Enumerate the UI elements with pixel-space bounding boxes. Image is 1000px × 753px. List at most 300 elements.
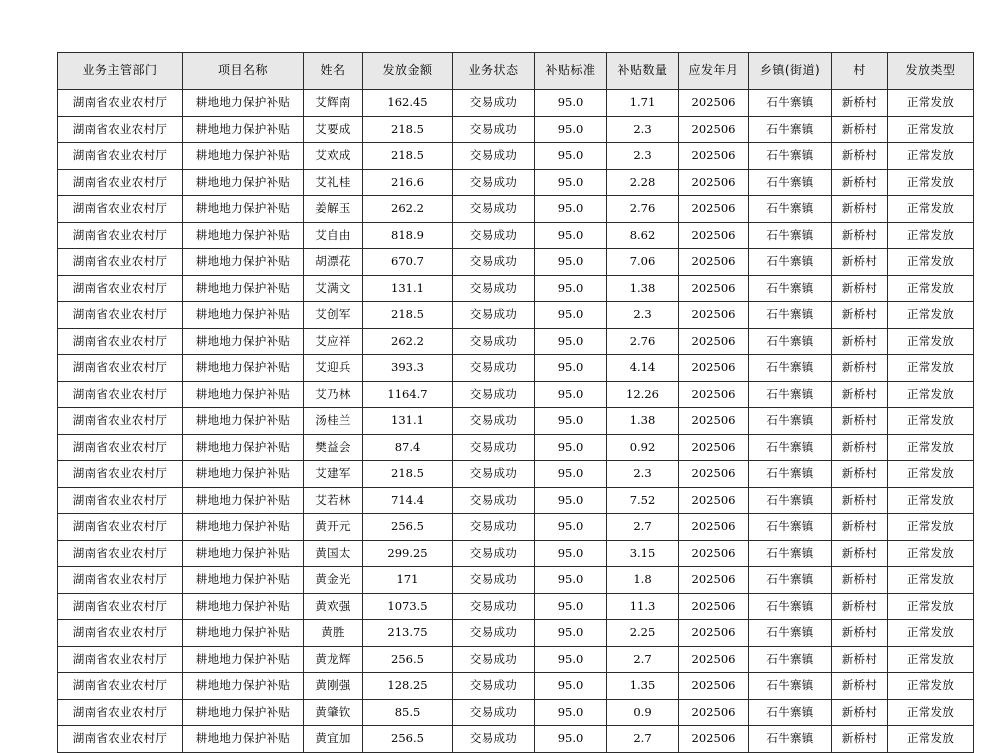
table-cell: 耕地地力保护补贴 (183, 355, 304, 382)
table-cell: 新桥村 (832, 381, 888, 408)
table-cell: 202506 (679, 567, 749, 594)
table-cell: 耕地地力保护补贴 (183, 434, 304, 461)
table-cell: 新桥村 (832, 222, 888, 249)
table-cell: 213.75 (363, 620, 453, 647)
table-cell: 湖南省农业农村厅 (58, 593, 183, 620)
table-cell: 交易成功 (453, 699, 535, 726)
table-cell: 3.15 (607, 540, 679, 567)
table-cell: 87.4 (363, 434, 453, 461)
table-cell: 正常发放 (888, 620, 974, 647)
table-row (58, 487, 974, 514)
table-cell: 耕地地力保护补贴 (183, 275, 304, 302)
table-cell: 正常发放 (888, 355, 974, 382)
table-row (58, 222, 974, 249)
table-cell: 石牛寨镇 (749, 540, 832, 567)
table-cell: 正常发放 (888, 90, 974, 117)
table-cell: 95.0 (535, 381, 607, 408)
table-cell: 石牛寨镇 (749, 222, 832, 249)
table-cell: 石牛寨镇 (749, 143, 832, 170)
table-cell: 2.76 (607, 196, 679, 223)
table-cell: 162.45 (363, 90, 453, 117)
table-cell: 艾满文 (304, 275, 363, 302)
subsidy-table (57, 52, 974, 753)
table-cell: 2.28 (607, 169, 679, 196)
table-cell: 95.0 (535, 620, 607, 647)
table-cell: 202506 (679, 593, 749, 620)
table-cell: 新桥村 (832, 116, 888, 143)
table-cell: 樊益会 (304, 434, 363, 461)
table-cell: 2.76 (607, 328, 679, 355)
table-cell: 交易成功 (453, 222, 535, 249)
table-row (58, 90, 974, 117)
table-cell: 交易成功 (453, 673, 535, 700)
table-cell: 202506 (679, 169, 749, 196)
column-header-6: 补贴数量 (607, 53, 679, 90)
table-cell: 湖南省农业农村厅 (58, 726, 183, 753)
table-cell: 202506 (679, 514, 749, 541)
table-cell: 耕地地力保护补贴 (183, 169, 304, 196)
table-cell: 新桥村 (832, 90, 888, 117)
table-cell: 交易成功 (453, 434, 535, 461)
table-row (58, 434, 974, 461)
table-cell: 95.0 (535, 540, 607, 567)
table-row (58, 381, 974, 408)
table-cell: 95.0 (535, 726, 607, 753)
table-cell: 11.3 (607, 593, 679, 620)
table-row (58, 567, 974, 594)
table-cell: 湖南省农业农村厅 (58, 249, 183, 276)
table-cell: 218.5 (363, 461, 453, 488)
table-cell: 95.0 (535, 196, 607, 223)
table-cell: 262.2 (363, 328, 453, 355)
table-cell: 黄宜加 (304, 726, 363, 753)
table-cell: 2.7 (607, 726, 679, 753)
table-cell: 艾应祥 (304, 328, 363, 355)
table-cell: 黄刚强 (304, 673, 363, 700)
column-header-8: 乡镇(街道) (749, 53, 832, 90)
table-cell: 湖南省农业农村厅 (58, 222, 183, 249)
table-cell: 新桥村 (832, 302, 888, 329)
table-cell: 正常发放 (888, 381, 974, 408)
table-cell: 新桥村 (832, 620, 888, 647)
table-cell: 202506 (679, 673, 749, 700)
table-cell: 202506 (679, 620, 749, 647)
table-cell: 95.0 (535, 169, 607, 196)
table-cell: 湖南省农业农村厅 (58, 514, 183, 541)
table-cell: 正常发放 (888, 487, 974, 514)
table-cell: 2.3 (607, 116, 679, 143)
table-cell: 交易成功 (453, 249, 535, 276)
table-cell: 湖南省农业农村厅 (58, 540, 183, 567)
table-cell: 湖南省农业农村厅 (58, 434, 183, 461)
table-cell: 耕地地力保护补贴 (183, 620, 304, 647)
table-cell: 石牛寨镇 (749, 593, 832, 620)
table-cell: 新桥村 (832, 726, 888, 753)
table-cell: 1.38 (607, 408, 679, 435)
table-cell: 0.9 (607, 699, 679, 726)
table-cell: 石牛寨镇 (749, 249, 832, 276)
table-cell: 湖南省农业农村厅 (58, 461, 183, 488)
column-header-2: 姓名 (304, 53, 363, 90)
table-cell: 1.38 (607, 275, 679, 302)
table-cell: 耕地地力保护补贴 (183, 514, 304, 541)
table-cell: 7.06 (607, 249, 679, 276)
table-cell: 交易成功 (453, 169, 535, 196)
table-cell: 262.2 (363, 196, 453, 223)
column-header-3: 发放金额 (363, 53, 453, 90)
table-cell: 艾欢成 (304, 143, 363, 170)
table-cell: 202506 (679, 355, 749, 382)
table-cell: 艾要成 (304, 116, 363, 143)
table-cell: 交易成功 (453, 275, 535, 302)
table-cell: 新桥村 (832, 196, 888, 223)
table-cell: 95.0 (535, 222, 607, 249)
table-cell: 湖南省农业农村厅 (58, 90, 183, 117)
table-row (58, 646, 974, 673)
table-cell: 黄国太 (304, 540, 363, 567)
table-cell: 耕地地力保护补贴 (183, 90, 304, 117)
table-cell: 202506 (679, 408, 749, 435)
table-cell: 湖南省农业农村厅 (58, 275, 183, 302)
table-cell: 石牛寨镇 (749, 567, 832, 594)
table-row (58, 328, 974, 355)
table-cell: 95.0 (535, 90, 607, 117)
table-cell: 湖南省农业农村厅 (58, 567, 183, 594)
table-cell: 耕地地力保护补贴 (183, 699, 304, 726)
table-cell: 正常发放 (888, 514, 974, 541)
table-cell: 湖南省农业农村厅 (58, 302, 183, 329)
table-cell: 耕地地力保护补贴 (183, 646, 304, 673)
table-cell: 耕地地力保护补贴 (183, 567, 304, 594)
table-cell: 新桥村 (832, 593, 888, 620)
table-row (58, 461, 974, 488)
table-cell: 202506 (679, 249, 749, 276)
table-cell: 湖南省农业农村厅 (58, 381, 183, 408)
table-row (58, 699, 974, 726)
table-cell: 171 (363, 567, 453, 594)
table-cell: 256.5 (363, 646, 453, 673)
table-cell: 艾迎兵 (304, 355, 363, 382)
table-cell: 218.5 (363, 116, 453, 143)
table-cell: 正常发放 (888, 673, 974, 700)
table-cell: 新桥村 (832, 249, 888, 276)
table-cell: 95.0 (535, 699, 607, 726)
table-cell: 95.0 (535, 593, 607, 620)
table-row (58, 673, 974, 700)
column-header-5: 补贴标准 (535, 53, 607, 90)
table-cell: 131.1 (363, 408, 453, 435)
table-cell: 艾乃林 (304, 381, 363, 408)
table-cell: 新桥村 (832, 275, 888, 302)
table-cell: 1.8 (607, 567, 679, 594)
table-cell: 交易成功 (453, 540, 535, 567)
table-cell: 新桥村 (832, 434, 888, 461)
table-cell: 耕地地力保护补贴 (183, 540, 304, 567)
table-cell: 交易成功 (453, 302, 535, 329)
table-cell: 湖南省农业农村厅 (58, 328, 183, 355)
table-cell: 耕地地力保护补贴 (183, 593, 304, 620)
table-cell: 新桥村 (832, 461, 888, 488)
table-cell: 新桥村 (832, 540, 888, 567)
table-cell: 耕地地力保护补贴 (183, 196, 304, 223)
table-row (58, 196, 974, 223)
table-row (58, 540, 974, 567)
table-cell: 4.14 (607, 355, 679, 382)
table-cell: 202506 (679, 726, 749, 753)
table-cell: 石牛寨镇 (749, 434, 832, 461)
table-cell: 正常发放 (888, 593, 974, 620)
table-cell: 202506 (679, 434, 749, 461)
table-cell: 石牛寨镇 (749, 673, 832, 700)
table-cell: 黄金光 (304, 567, 363, 594)
table-cell: 耕地地力保护补贴 (183, 726, 304, 753)
table-row (58, 302, 974, 329)
table-cell: 2.3 (607, 302, 679, 329)
table-cell: 202506 (679, 143, 749, 170)
table-cell: 正常发放 (888, 434, 974, 461)
table-cell: 正常发放 (888, 567, 974, 594)
table-cell: 石牛寨镇 (749, 726, 832, 753)
table-cell: 湖南省农业农村厅 (58, 487, 183, 514)
table-cell: 耕地地力保护补贴 (183, 673, 304, 700)
table-cell: 95.0 (535, 461, 607, 488)
table-cell: 299.25 (363, 540, 453, 567)
table-row (58, 593, 974, 620)
table-cell: 12.26 (607, 381, 679, 408)
column-header-1: 项目名称 (183, 53, 304, 90)
table-cell: 交易成功 (453, 143, 535, 170)
table-cell: 耕地地力保护补贴 (183, 328, 304, 355)
table-cell: 95.0 (535, 434, 607, 461)
table-header (58, 53, 974, 90)
table-cell: 正常发放 (888, 302, 974, 329)
table-cell: 正常发放 (888, 249, 974, 276)
table-cell: 1073.5 (363, 593, 453, 620)
table-cell: 95.0 (535, 116, 607, 143)
table-cell: 0.92 (607, 434, 679, 461)
table-cell: 95.0 (535, 275, 607, 302)
table-cell: 交易成功 (453, 90, 535, 117)
table-cell: 95.0 (535, 143, 607, 170)
table-cell: 交易成功 (453, 116, 535, 143)
table-cell: 石牛寨镇 (749, 408, 832, 435)
table-cell: 正常发放 (888, 222, 974, 249)
table-cell: 湖南省农业农村厅 (58, 673, 183, 700)
table-cell: 耕地地力保护补贴 (183, 381, 304, 408)
table-cell: 石牛寨镇 (749, 620, 832, 647)
table-cell: 202506 (679, 646, 749, 673)
table-cell: 交易成功 (453, 196, 535, 223)
table-cell: 95.0 (535, 249, 607, 276)
table-cell: 202506 (679, 116, 749, 143)
column-header-10: 发放类型 (888, 53, 974, 90)
table-cell: 黄肇钦 (304, 699, 363, 726)
table-cell: 202506 (679, 90, 749, 117)
table-cell: 256.5 (363, 726, 453, 753)
table-cell: 2.7 (607, 646, 679, 673)
table-cell: 202506 (679, 699, 749, 726)
table-cell: 石牛寨镇 (749, 302, 832, 329)
table-cell: 670.7 (363, 249, 453, 276)
table-cell: 胡漂花 (304, 249, 363, 276)
table-cell: 湖南省农业农村厅 (58, 116, 183, 143)
table-cell: 艾辉南 (304, 90, 363, 117)
table-cell: 正常发放 (888, 699, 974, 726)
table-row (58, 249, 974, 276)
table-cell: 石牛寨镇 (749, 461, 832, 488)
table-cell: 2.3 (607, 143, 679, 170)
table-cell: 艾礼桂 (304, 169, 363, 196)
table-cell: 交易成功 (453, 620, 535, 647)
table-header-row (58, 53, 974, 90)
table-cell: 交易成功 (453, 381, 535, 408)
column-header-0: 业务主管部门 (58, 53, 183, 90)
table-cell: 95.0 (535, 408, 607, 435)
table-cell: 95.0 (535, 328, 607, 355)
table-cell: 新桥村 (832, 673, 888, 700)
table-cell: 耕地地力保护补贴 (183, 116, 304, 143)
column-header-4: 业务状态 (453, 53, 535, 90)
table-cell: 石牛寨镇 (749, 169, 832, 196)
table-cell: 202506 (679, 275, 749, 302)
table-row (58, 355, 974, 382)
table-cell: 艾建军 (304, 461, 363, 488)
table-cell: 石牛寨镇 (749, 355, 832, 382)
table-cell: 黄开元 (304, 514, 363, 541)
table-cell: 湖南省农业农村厅 (58, 620, 183, 647)
table-cell: 218.5 (363, 302, 453, 329)
table-cell: 湖南省农业农村厅 (58, 408, 183, 435)
table-row (58, 620, 974, 647)
table-cell: 新桥村 (832, 169, 888, 196)
table-cell: 95.0 (535, 673, 607, 700)
table-cell: 交易成功 (453, 328, 535, 355)
table-row (58, 143, 974, 170)
table-cell: 石牛寨镇 (749, 381, 832, 408)
table-cell: 2.3 (607, 461, 679, 488)
table-cell: 393.3 (363, 355, 453, 382)
table-cell: 新桥村 (832, 646, 888, 673)
table-cell: 95.0 (535, 646, 607, 673)
table-cell: 202506 (679, 328, 749, 355)
column-header-7: 应发年月 (679, 53, 749, 90)
table-cell: 黄欢强 (304, 593, 363, 620)
table-cell: 202506 (679, 222, 749, 249)
table-cell: 218.5 (363, 143, 453, 170)
table-cell: 1164.7 (363, 381, 453, 408)
table-cell: 正常发放 (888, 408, 974, 435)
column-header-9: 村 (832, 53, 888, 90)
table-cell: 耕地地力保护补贴 (183, 143, 304, 170)
table-row (58, 116, 974, 143)
table-cell: 新桥村 (832, 355, 888, 382)
table-row (58, 408, 974, 435)
table-cell: 95.0 (535, 355, 607, 382)
table-cell: 正常发放 (888, 540, 974, 567)
table-cell: 新桥村 (832, 567, 888, 594)
table-cell: 818.9 (363, 222, 453, 249)
table-cell: 耕地地力保护补贴 (183, 461, 304, 488)
table-cell: 耕地地力保护补贴 (183, 408, 304, 435)
table-cell: 202506 (679, 487, 749, 514)
table-cell: 95.0 (535, 487, 607, 514)
table-cell: 艾若林 (304, 487, 363, 514)
table-cell: 石牛寨镇 (749, 90, 832, 117)
table-cell: 湖南省农业农村厅 (58, 646, 183, 673)
table-cell: 湖南省农业农村厅 (58, 169, 183, 196)
table-cell: 216.6 (363, 169, 453, 196)
table-cell: 湖南省农业农村厅 (58, 699, 183, 726)
table-cell: 202506 (679, 302, 749, 329)
table-cell: 1.35 (607, 673, 679, 700)
table-cell: 2.7 (607, 514, 679, 541)
table-cell: 交易成功 (453, 593, 535, 620)
table-cell: 交易成功 (453, 408, 535, 435)
table-cell: 石牛寨镇 (749, 196, 832, 223)
table-cell: 石牛寨镇 (749, 514, 832, 541)
table-cell: 湖南省农业农村厅 (58, 196, 183, 223)
table-cell: 石牛寨镇 (749, 275, 832, 302)
table-cell: 正常发放 (888, 169, 974, 196)
table-cell: 交易成功 (453, 355, 535, 382)
table-body (58, 90, 974, 753)
table-cell: 正常发放 (888, 461, 974, 488)
table-cell: 艾创军 (304, 302, 363, 329)
table-cell: 交易成功 (453, 567, 535, 594)
table-cell: 新桥村 (832, 699, 888, 726)
table-row (58, 169, 974, 196)
table-cell: 新桥村 (832, 514, 888, 541)
table-cell: 汤桂兰 (304, 408, 363, 435)
table-cell: 256.5 (363, 514, 453, 541)
table-cell: 202506 (679, 381, 749, 408)
table-cell: 交易成功 (453, 726, 535, 753)
table-cell: 正常发放 (888, 196, 974, 223)
table-cell: 正常发放 (888, 275, 974, 302)
table-cell: 正常发放 (888, 726, 974, 753)
table-cell: 新桥村 (832, 408, 888, 435)
table-cell: 姜解玉 (304, 196, 363, 223)
table-cell: 7.52 (607, 487, 679, 514)
table-cell: 石牛寨镇 (749, 699, 832, 726)
table-cell: 714.4 (363, 487, 453, 514)
table-cell: 石牛寨镇 (749, 487, 832, 514)
table-cell: 交易成功 (453, 514, 535, 541)
table-row (58, 726, 974, 753)
table-cell: 耕地地力保护补贴 (183, 487, 304, 514)
table-cell: 1.71 (607, 90, 679, 117)
table-cell: 新桥村 (832, 328, 888, 355)
table-row (58, 275, 974, 302)
table-cell: 黄龙辉 (304, 646, 363, 673)
table-cell: 石牛寨镇 (749, 646, 832, 673)
table-cell: 湖南省农业农村厅 (58, 355, 183, 382)
table-cell: 85.5 (363, 699, 453, 726)
table-cell: 石牛寨镇 (749, 328, 832, 355)
table-cell: 交易成功 (453, 461, 535, 488)
table-cell: 95.0 (535, 514, 607, 541)
table-cell: 正常发放 (888, 328, 974, 355)
table-cell: 正常发放 (888, 646, 974, 673)
table-cell: 95.0 (535, 567, 607, 594)
table-cell: 新桥村 (832, 487, 888, 514)
table-cell: 202506 (679, 196, 749, 223)
table-cell: 交易成功 (453, 646, 535, 673)
table-cell: 交易成功 (453, 487, 535, 514)
table-cell: 耕地地力保护补贴 (183, 302, 304, 329)
table-cell: 2.25 (607, 620, 679, 647)
table-cell: 131.1 (363, 275, 453, 302)
